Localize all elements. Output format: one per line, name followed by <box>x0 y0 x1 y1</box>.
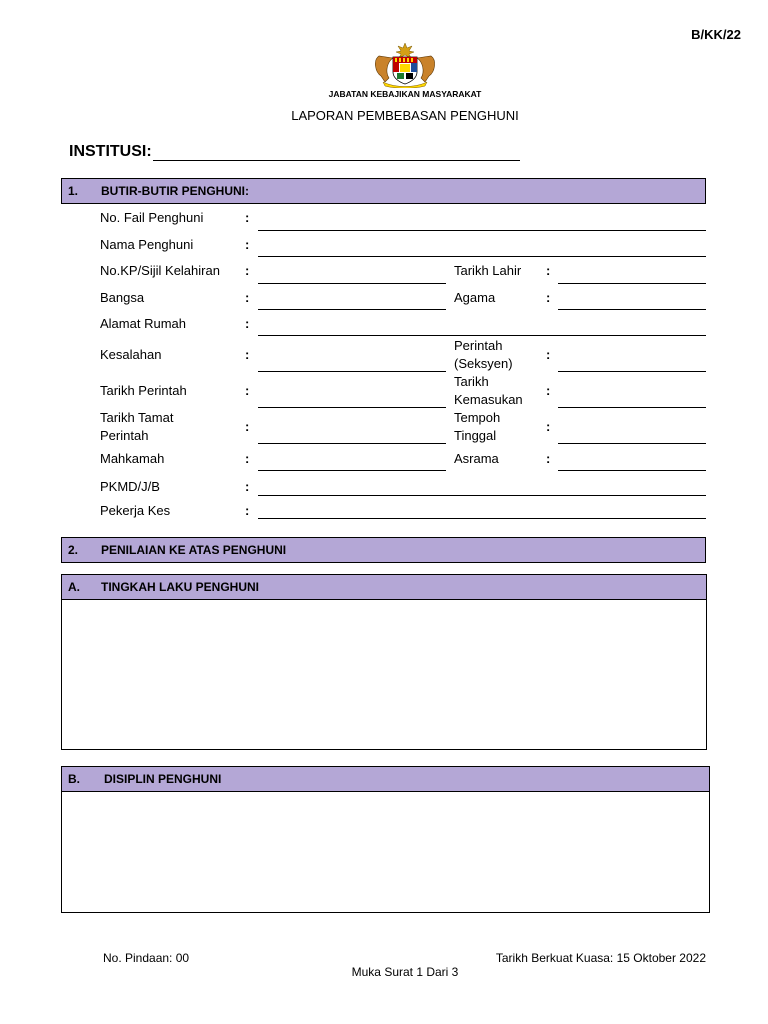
malaysia-coat-of-arms-icon <box>371 42 439 88</box>
field-hostel[interactable] <box>558 470 706 471</box>
colon: : <box>546 347 551 362</box>
label-offence: Kesalahan <box>100 347 162 362</box>
label-file-no: No. Fail Penghuni <box>100 210 204 225</box>
colon: : <box>245 237 250 252</box>
colon: : <box>546 419 551 434</box>
field-offence[interactable] <box>258 371 446 372</box>
field-order-section[interactable] <box>558 371 706 372</box>
page-number: Muka Surat 1 Dari 3 <box>351 965 459 979</box>
label-pkmd: PKMD/J/B <box>100 479 160 494</box>
colon: : <box>245 316 250 331</box>
label-case-worker: Pekerja Kes <box>100 503 171 518</box>
field-file-no[interactable] <box>258 230 706 231</box>
label-court: Mahkamah <box>100 451 165 466</box>
colon: : <box>245 503 250 518</box>
label-order-section: Perintah (Seksyen) <box>454 338 513 371</box>
discipline-textarea[interactable] <box>61 792 710 913</box>
agency-name: JABATAN KEBAJIKAN MASYARAKAT <box>328 89 482 99</box>
section-title: DISIPLIN PENGHUNI <box>104 772 222 786</box>
label-address: Alamat Rumah <box>100 316 186 331</box>
label-hostel: Asrama <box>454 451 499 466</box>
section-title: PENILAIAN KE ATAS PENGHUNI <box>101 543 287 557</box>
label-race: Bangsa <box>100 290 145 305</box>
colon: : <box>245 263 250 278</box>
effective-date: Tarikh Berkuat Kuasa: 15 Oktober 2022 <box>495 951 706 965</box>
label-name: Nama Penghuni <box>100 237 194 252</box>
field-ic[interactable] <box>258 283 446 284</box>
field-race[interactable] <box>258 309 446 310</box>
section-letter: B. <box>68 772 80 786</box>
institution-field[interactable] <box>153 160 520 161</box>
label-order-date: Tarikh Perintah <box>100 383 187 398</box>
colon: : <box>546 263 551 278</box>
field-dob[interactable] <box>558 283 706 284</box>
section-title: BUTIR-BUTIR PENGHUNI: <box>101 184 249 198</box>
field-pkmd[interactable] <box>258 495 706 496</box>
section-letter: A. <box>68 580 80 594</box>
colon: : <box>546 383 551 398</box>
form-title: LAPORAN PEMBEBASAN PENGHUNI <box>291 108 519 123</box>
colon: : <box>546 451 551 466</box>
section-title: TINGKAH LAKU PENGHUNI <box>101 580 259 594</box>
field-religion[interactable] <box>558 309 706 310</box>
section-a-header <box>61 574 707 600</box>
label-dob: Tarikh Lahir <box>454 263 522 278</box>
field-order-date[interactable] <box>258 407 446 408</box>
section-1-header <box>61 178 706 204</box>
field-court[interactable] <box>258 470 446 471</box>
field-admission-date[interactable] <box>558 407 706 408</box>
colon: : <box>245 347 250 362</box>
colon: : <box>245 419 250 434</box>
section-2-header <box>61 537 706 563</box>
colon: : <box>245 451 250 466</box>
field-name[interactable] <box>258 256 706 257</box>
colon: : <box>245 479 250 494</box>
colon: : <box>546 290 551 305</box>
field-stay-period[interactable] <box>558 443 706 444</box>
section-b-header <box>61 766 710 792</box>
field-order-end[interactable] <box>258 443 446 444</box>
colon: : <box>245 290 250 305</box>
label-order-end: Tarikh Tamat Perintah <box>100 410 174 443</box>
section-number: 1. <box>68 184 79 198</box>
label-religion: Agama <box>454 290 496 305</box>
amendment-number: No. Pindaan: 00 <box>103 951 190 965</box>
field-case-worker[interactable] <box>258 518 706 519</box>
behaviour-textarea[interactable] <box>61 600 707 750</box>
colon: : <box>245 383 250 398</box>
field-address[interactable] <box>258 335 706 336</box>
colon: : <box>245 210 250 225</box>
section-number: 2. <box>68 543 79 557</box>
label-stay-period: Tempoh Tinggal <box>454 410 501 443</box>
institution-label: INSTITUSI: <box>69 143 152 160</box>
label-ic: No.KP/Sijil Kelahiran <box>100 263 220 278</box>
label-admission-date: Tarikh Kemasukan <box>454 374 523 407</box>
document-code: B/KK/22 <box>691 27 741 42</box>
